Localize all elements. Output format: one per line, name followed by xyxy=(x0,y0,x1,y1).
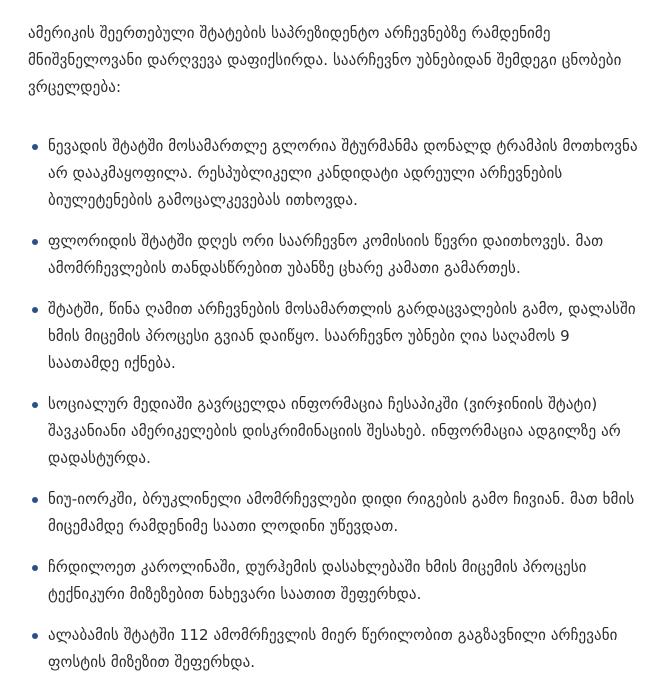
bullet-dot-icon xyxy=(32,497,38,503)
bullet-dot-icon xyxy=(32,402,38,408)
list-item-text: ნევადის შტატში მოსამართლე გლორია შტურმანმა დონალდ ტრამპის მოთხოვნა არ დააკმაყოფილა. რესპუბლიკელი კანდიდატი ადრეული არჩევნების ბიულეტენების გამოცალკევებას ითხოვდა. xyxy=(48,137,638,209)
list-item xyxy=(28,228,639,282)
list-item-text: ჩრდილოეთ კაროლინაში, დურჰემის დასახლებაში ხმის მიცემის პროცესი ტექნიკური მიზეზებით ნახევარი საათით შეფერხდა. xyxy=(48,558,587,603)
list-item xyxy=(28,391,639,472)
list-item-text: ფლორიდის შტატში დღეს ორი საარჩევნო კომისიის წევრი დაითხოვეს. მათ ამომრჩევლების თანდასწრებით უბანზე ცხარე კამათი გამართეს. xyxy=(48,232,604,277)
list-item xyxy=(28,554,639,608)
list-item xyxy=(28,133,639,214)
bullet-dot-icon xyxy=(32,144,38,150)
list-item xyxy=(28,296,639,377)
list-item xyxy=(28,486,639,540)
list-item-text: ალაბამის შტატში 112 ამომრჩევლის მიერ წერილობით გაგზავნილი არჩევანი ფოსტის მიზეზით შეფერხდა. xyxy=(48,626,618,671)
list-item-text: შტატში, წინა ღამით არჩევნების მოსამართლის გარდაცვალების გამო, დალასში ხმის მიცემის პროცესი გვიან დაიწყო. საარჩევნო უბნები ღია საღამოს 9 საათამდე იქნება. xyxy=(48,300,636,372)
bullet-dot-icon xyxy=(32,239,38,245)
intro-paragraph: ამერიკის შეერთებული შტატების საპრეზიდენტო არჩევნებზე რამდენიმე მნიშვნელოვანი დარღვევა დაფიქსირდა. საარჩევნო უბნებიდან შემდეგი ცნობები ვრცელდება: xyxy=(28,24,622,96)
bullet-dot-icon xyxy=(32,633,38,639)
bullet-dot-icon xyxy=(32,565,38,571)
bullet-dot-icon xyxy=(32,307,38,313)
violations-list xyxy=(28,133,639,676)
list-item xyxy=(28,622,639,676)
list-item-text: სოციალურ მედიაში გავრცელდა ინფორმაცია ჩესაპიკში (ვირჯინიის შტატი) შავკანიანი ამერიკელების დისკრიმინაციის შესახებ. ინფორმაცია ადგილზე არ დადასტურდა. xyxy=(48,395,621,467)
list-item-text: ნიუ-იორკში, ბრუკლინელი ამომრჩევლები დიდი რიგების გამო ჩივიან. მათ ხმის მიცემამდე რამდენიმე საათი ლოდინი უწევდათ. xyxy=(48,490,635,535)
